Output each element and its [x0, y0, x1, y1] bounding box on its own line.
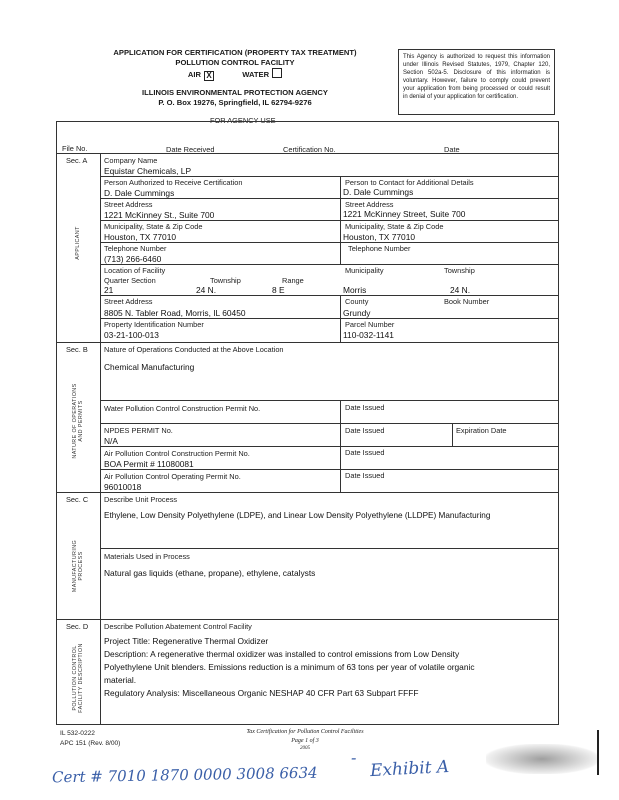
company-name: Equistar Chemicals, LP: [104, 166, 192, 176]
certification-no-label: Certification No.: [283, 145, 336, 154]
project-title: Project Title: Regenerative Thermal Oxidizer: [104, 636, 269, 646]
range-label: Range: [282, 276, 304, 285]
sec-c-tag: Sec. C: [66, 495, 89, 504]
apc-construction-date-issued: Date Issued: [345, 448, 385, 457]
city-label-right: Municipality, State & Zip Code: [345, 222, 444, 231]
apc-construction-label: Air Pollution Control Construction Permit No.: [104, 449, 250, 458]
npdes-value: N/A: [104, 436, 118, 446]
phone-label-left: Telephone Number: [104, 244, 167, 253]
apc-operating-date-issued: Date Issued: [345, 471, 385, 480]
form-title: APPLICATION FOR CERTIFICATION (PROPERTY TAX TREATMENT): [113, 48, 357, 57]
apc-operating-value: 96010018: [104, 482, 142, 492]
handwritten-exhibit-label: Exhibit A: [369, 756, 450, 782]
municipality-value: Morris: [343, 285, 367, 295]
water-label: WATER: [242, 70, 270, 79]
footer-title: Tax Certification for Pollution Control Facilities: [246, 729, 364, 735]
agency-use-label: FOR AGENCY USE: [210, 116, 276, 125]
npdes-date-issued: Date Issued: [345, 426, 385, 435]
sec-b-tag: Sec. B: [66, 345, 88, 354]
range-value: 8 E: [272, 285, 285, 295]
form-number: IL 532-0222: [60, 730, 95, 737]
company-name-label: Company Name: [104, 156, 158, 165]
materials-value: Natural gas liquids (ethane, propane), ethylene, catalysts: [104, 568, 316, 578]
city-right: Houston, TX 77010: [343, 232, 416, 242]
fac-street: 8805 N. Tabler Road, Morris, IL 60450: [104, 308, 246, 318]
sec-b-side-label: NATURE OF OPERATIONS AND PERMITS: [72, 383, 84, 459]
phone-left: (713) 266-6460: [104, 254, 162, 264]
agency-date-label: Date: [444, 145, 460, 154]
npdes-expiration-label: Expiration Date: [456, 426, 507, 435]
sec-a-tag: Sec. A: [66, 156, 88, 165]
disclosure-notice: This Agency is authorized to request this information under Illinois Revised Statutes, 1979, Chapter 120, Section 502a-5. Disclosure of this information is voluntary. However, failure to comply could prevent your application from being processed or could result in denial of your application for certification.: [398, 49, 555, 115]
fac-street-label: Street Address: [104, 297, 153, 306]
date-received-label: Date Received: [166, 145, 215, 154]
street-label-right: Street Address: [345, 200, 394, 209]
footer-year: 2005: [300, 746, 310, 751]
person-contact-label: Person to Contact for Additional Details: [345, 178, 474, 187]
wpc-permit-label: Water Pollution Control Construction Permit No.: [104, 404, 261, 413]
footer-page: Page 1 of 3: [291, 738, 319, 744]
sec-d-tag: Sec. D: [66, 622, 89, 631]
pin-label: Property Identification Number: [104, 320, 204, 329]
county-label: County: [345, 297, 369, 306]
water-checkbox[interactable]: [272, 68, 282, 78]
person-cert: D. Dale Cummings: [104, 188, 175, 198]
township-value: 24 N.: [196, 285, 217, 295]
npdes-label: NPDES PERMIT No.: [104, 426, 173, 435]
municipality-label: Municipality: [345, 266, 384, 275]
township2-label: Township: [444, 266, 475, 275]
street-right: 1221 McKinney Street, Suite 700: [343, 209, 466, 219]
description-line-1: Description: A regenerative thermal oxidizer was installed to control emissions from Low Density: [104, 649, 460, 659]
pin-value: 03-21-100-013: [104, 330, 159, 340]
city-label-left: Municipality, State & Zip Code: [104, 222, 203, 231]
scanner-smudge: [486, 744, 598, 774]
township-label: Township: [210, 276, 241, 285]
sec-c-side-label: MANUFACTURING PROCESS: [72, 539, 84, 593]
media-selector: [80, 68, 390, 81]
agency-name: ILLINOIS ENVIRONMENTAL PROTECTION AGENCY: [142, 88, 328, 97]
regulatory-analysis: Regulatory Analysis: Miscellaneous Organic NESHAP 40 CFR Part 63 Subpart FFFF: [104, 688, 419, 698]
abatement-label: Describe Pollution Abatement Control Facility: [104, 622, 252, 631]
nature-value: Chemical Manufacturing: [104, 362, 195, 372]
description-line-3: material.: [104, 675, 137, 685]
materials-label: Materials Used in Process: [104, 552, 190, 561]
sec-d-side-label: POLLUTION CONTROL FACILITY DESCRIPTION: [72, 643, 84, 713]
street-label-left: Street Address: [104, 200, 153, 209]
sec-a-side-label: APPLICANT: [75, 226, 81, 260]
unit-process-value: Ethylene, Low Density Polyethylene (LDPE), and Linear Low Density Polyethylene (LLDPE) Manufacturing: [104, 511, 491, 520]
unit-process-label: Describe Unit Process: [104, 495, 178, 504]
air-label: AIR: [187, 70, 201, 79]
air-checkbox[interactable]: X: [204, 71, 214, 81]
parcel-value: 110-032-1141: [343, 330, 394, 340]
phone-label-right: Telephone Number: [348, 244, 411, 253]
agency-address: P. O. Box 19276, Springfield, IL 62794-9276: [158, 98, 312, 107]
city-left: Houston, TX 77010: [104, 232, 177, 242]
quarter-label: Quarter Section: [104, 276, 156, 285]
person-cert-label: Person Authorized to Receive Certification: [104, 178, 243, 187]
file-no-label: File No.: [62, 144, 88, 153]
wpc-date-issued: Date Issued: [345, 403, 385, 412]
form-subtitle: POLLUTION CONTROL FACILITY: [175, 58, 295, 67]
description-line-2: Polyethylene Unit blenders. Emissions reduction is a minimum of 63 tons per year of volatile organic: [104, 662, 475, 672]
nature-label: Nature of Operations Conducted at the Above Location: [104, 345, 284, 354]
apc-number: APC 151 (Rev. 8/00): [60, 740, 121, 747]
quarter-value: 21: [104, 285, 114, 295]
handwritten-dash: -: [351, 748, 357, 767]
book-number-label: Book Number: [444, 297, 490, 306]
apc-operating-label: Air Pollution Control Operating Permit No.: [104, 472, 241, 481]
handwritten-cert-number: Cert # 7010 1870 0000 3008 6634: [51, 763, 318, 787]
location-label: Location of Facility: [104, 266, 166, 275]
person-contact: D. Dale Cummings: [343, 187, 414, 197]
parcel-label: Parcel Number: [345, 320, 395, 329]
township2-value: 24 N.: [450, 285, 471, 295]
street-left: 1221 McKinney St., Suite 700: [104, 210, 215, 220]
county-value: Grundy: [343, 308, 371, 318]
apc-construction-value: BOA Permit # 11080081: [104, 459, 194, 469]
